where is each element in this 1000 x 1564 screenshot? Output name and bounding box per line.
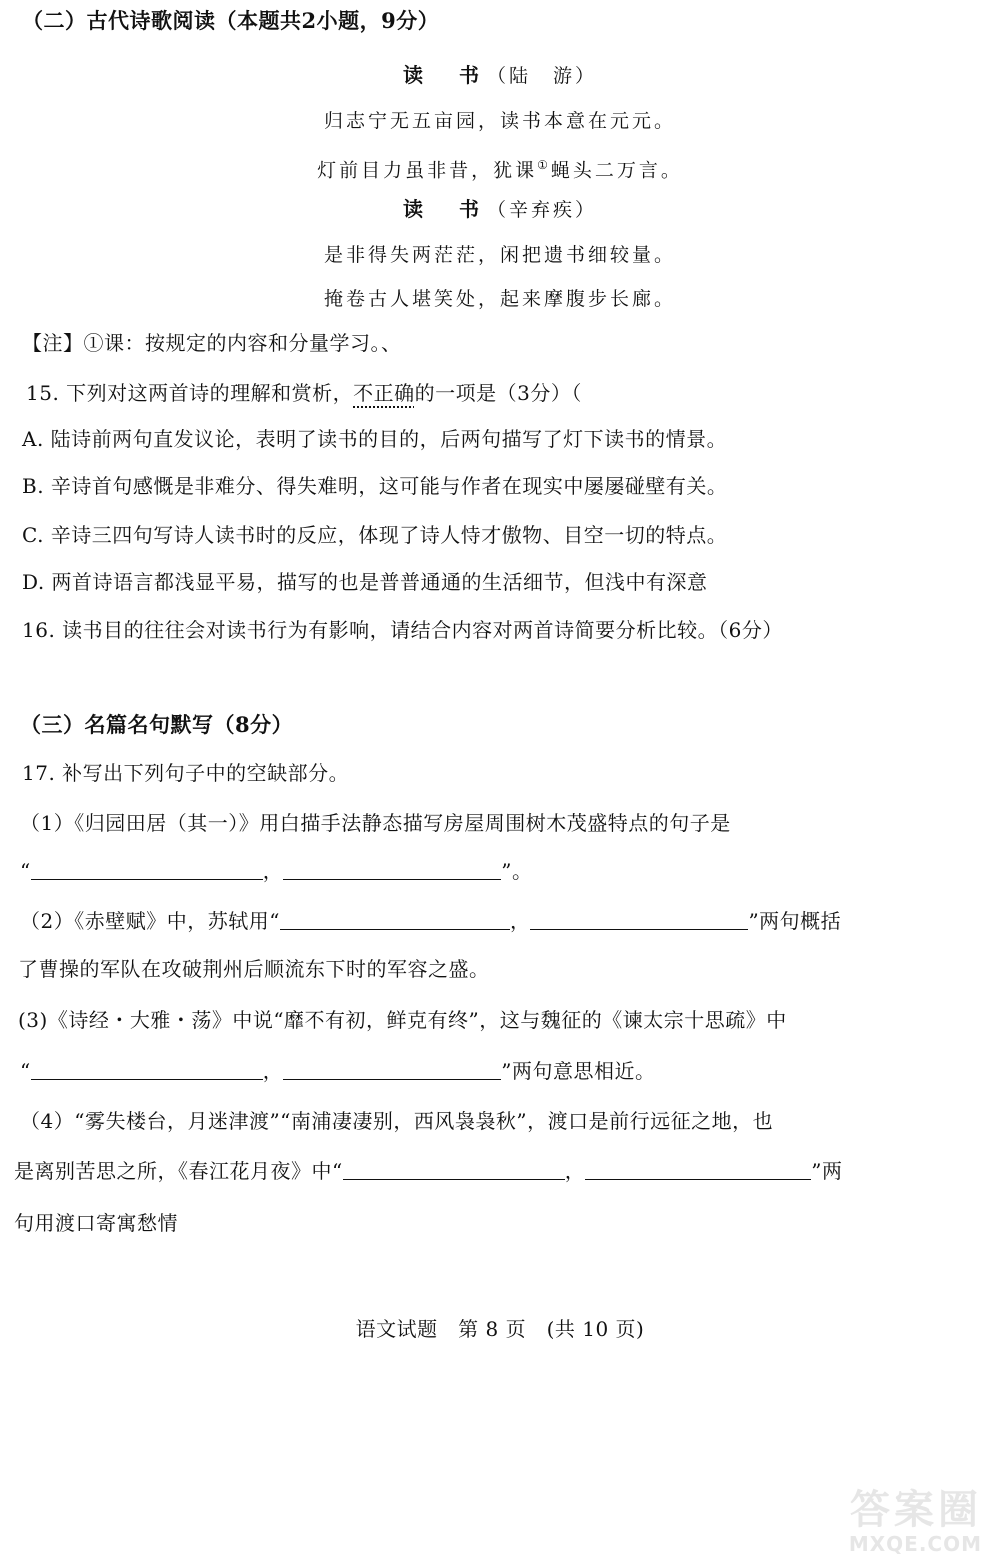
poem1-title: 读 书	[402, 63, 487, 87]
poem1-line2-b: 蝇头二万言。	[550, 159, 683, 182]
q17-3-blank-2[interactable]	[283, 1059, 501, 1080]
q17-3-answer-line	[20, 1056, 655, 1086]
q17-4-text-b: ”两	[811, 1159, 843, 1183]
q17-3-text: (3)《诗经・大雅・荡》中说“靡不有初，鲜克有终”，这与魏征的《谏太宗十思疏》中	[18, 1008, 787, 1032]
q15-option-c: C. 辛诗三四句写诗人读书时的反应，体现了诗人恃才傲物、目空一切的特点。	[22, 523, 728, 547]
poem1-line2-a: 灯前目力虽非昔，犹课	[317, 159, 538, 182]
q17-4-line3: 句用渡口寄寓愁情	[14, 1211, 178, 1235]
q17-4-blank-1[interactable]	[343, 1159, 565, 1180]
q17-1-text: （1）《归园田居（其一）》用白描手法静态描写房屋周围树木茂盛特点的句子是	[20, 811, 731, 835]
q17-3-open-quote: “	[20, 1059, 31, 1083]
footnote-marker: ①	[537, 158, 551, 172]
q17-2-blank-1[interactable]	[280, 909, 510, 930]
q17-4-text-a: 是离别苦思之所，《春江花月夜》中“	[14, 1159, 343, 1183]
q15-stem	[26, 378, 582, 408]
section2-heading: （二）古代诗歌阅读（本题共2小题，9分）	[22, 8, 440, 33]
section3-heading: （三）名篇名句默写（8分）	[20, 712, 294, 737]
q17-1-blank-2[interactable]	[283, 859, 501, 880]
poem2-title-line	[0, 194, 1000, 225]
q17-3-close: ”两句意思相近。	[501, 1059, 656, 1083]
poem1-title-line	[0, 60, 1000, 91]
q15-option-d: D. 两首诗语言都浅显平易，描写的也是普普通通的生活细节，但浅中有深意	[22, 570, 708, 594]
q17-2-comma: ，	[509, 909, 531, 933]
q16-stem: 16. 读书目的往往会对读书行为有影响，请结合内容对两首诗简要分析比较。（6分）	[22, 618, 783, 642]
q17-4-line1: （4）“雾失楼台，月迷津渡”“南浦凄凄别，西风袅袅秋”，渡口是前行远征之地，也	[20, 1109, 774, 1133]
poem2-title: 读 书	[402, 197, 487, 221]
q17-1-blank-1[interactable]	[31, 859, 263, 880]
q17-1-open-quote: “	[20, 859, 31, 883]
poem2-author: （辛弃疾）	[486, 199, 597, 221]
q15-option-b: B. 辛诗首句感慨是非难分、得失难明，这可能与作者在现实中屡屡碰壁有关。	[22, 474, 728, 498]
q15-option-a: A. 陆诗前两句直发议论，表明了读书的目的，后两句描写了灯下读书的情景。	[22, 427, 728, 451]
poem1-line2	[0, 150, 1000, 185]
q15-stem-a: 15. 下列对这两首诗的理解和赏析，	[26, 381, 354, 405]
q17-1-answer-line	[20, 856, 532, 886]
q17-3-comma: ，	[262, 1059, 284, 1083]
poem1-author: （陆 游）	[486, 65, 597, 87]
watermark-logo	[822, 1488, 982, 1558]
q17-4-line2	[14, 1156, 842, 1186]
q15-stem-b: 的一项是（3分）（	[414, 381, 582, 405]
q17-2-text-b: ”两句概括	[748, 909, 842, 933]
poem1-line1: 归志宁无五亩园，读书本意在元元。	[323, 110, 676, 132]
q15-emphasis: 不正确	[353, 381, 415, 405]
q17-1-comma: ，	[262, 859, 284, 883]
q17-4-comma: ，	[564, 1159, 586, 1183]
q17-2-text-a: （2）《赤壁赋》中，苏轼用“	[20, 909, 280, 933]
watermark-url: MXQE.COM	[848, 1532, 982, 1556]
q17-3-blank-1[interactable]	[31, 1059, 263, 1080]
q17-1-close: ”。	[501, 859, 533, 883]
q17-2-blank-2[interactable]	[530, 909, 748, 930]
poem2-line1: 是非得失两茫茫，闲把遗书细较量。	[323, 244, 676, 266]
page-footer: 语文试题 第 8 页 (共 10 页)	[355, 1317, 645, 1341]
q17-2-line1	[20, 906, 841, 936]
annotation-note: 【注】①课：按规定的内容和分量学习。、	[22, 331, 402, 355]
q17-4-blank-2[interactable]	[585, 1159, 811, 1180]
q17-2-line2: 了曹操的军队在攻破荆州后顺流东下时的军容之盛。	[18, 957, 490, 981]
poem2-line2: 掩卷古人堪笑处，起来摩腹步长廊。	[323, 288, 676, 310]
q17-stem: 17. 补写出下列句子中的空缺部分。	[22, 761, 350, 785]
watermark-logo-text: 答案圈	[850, 1486, 982, 1533]
